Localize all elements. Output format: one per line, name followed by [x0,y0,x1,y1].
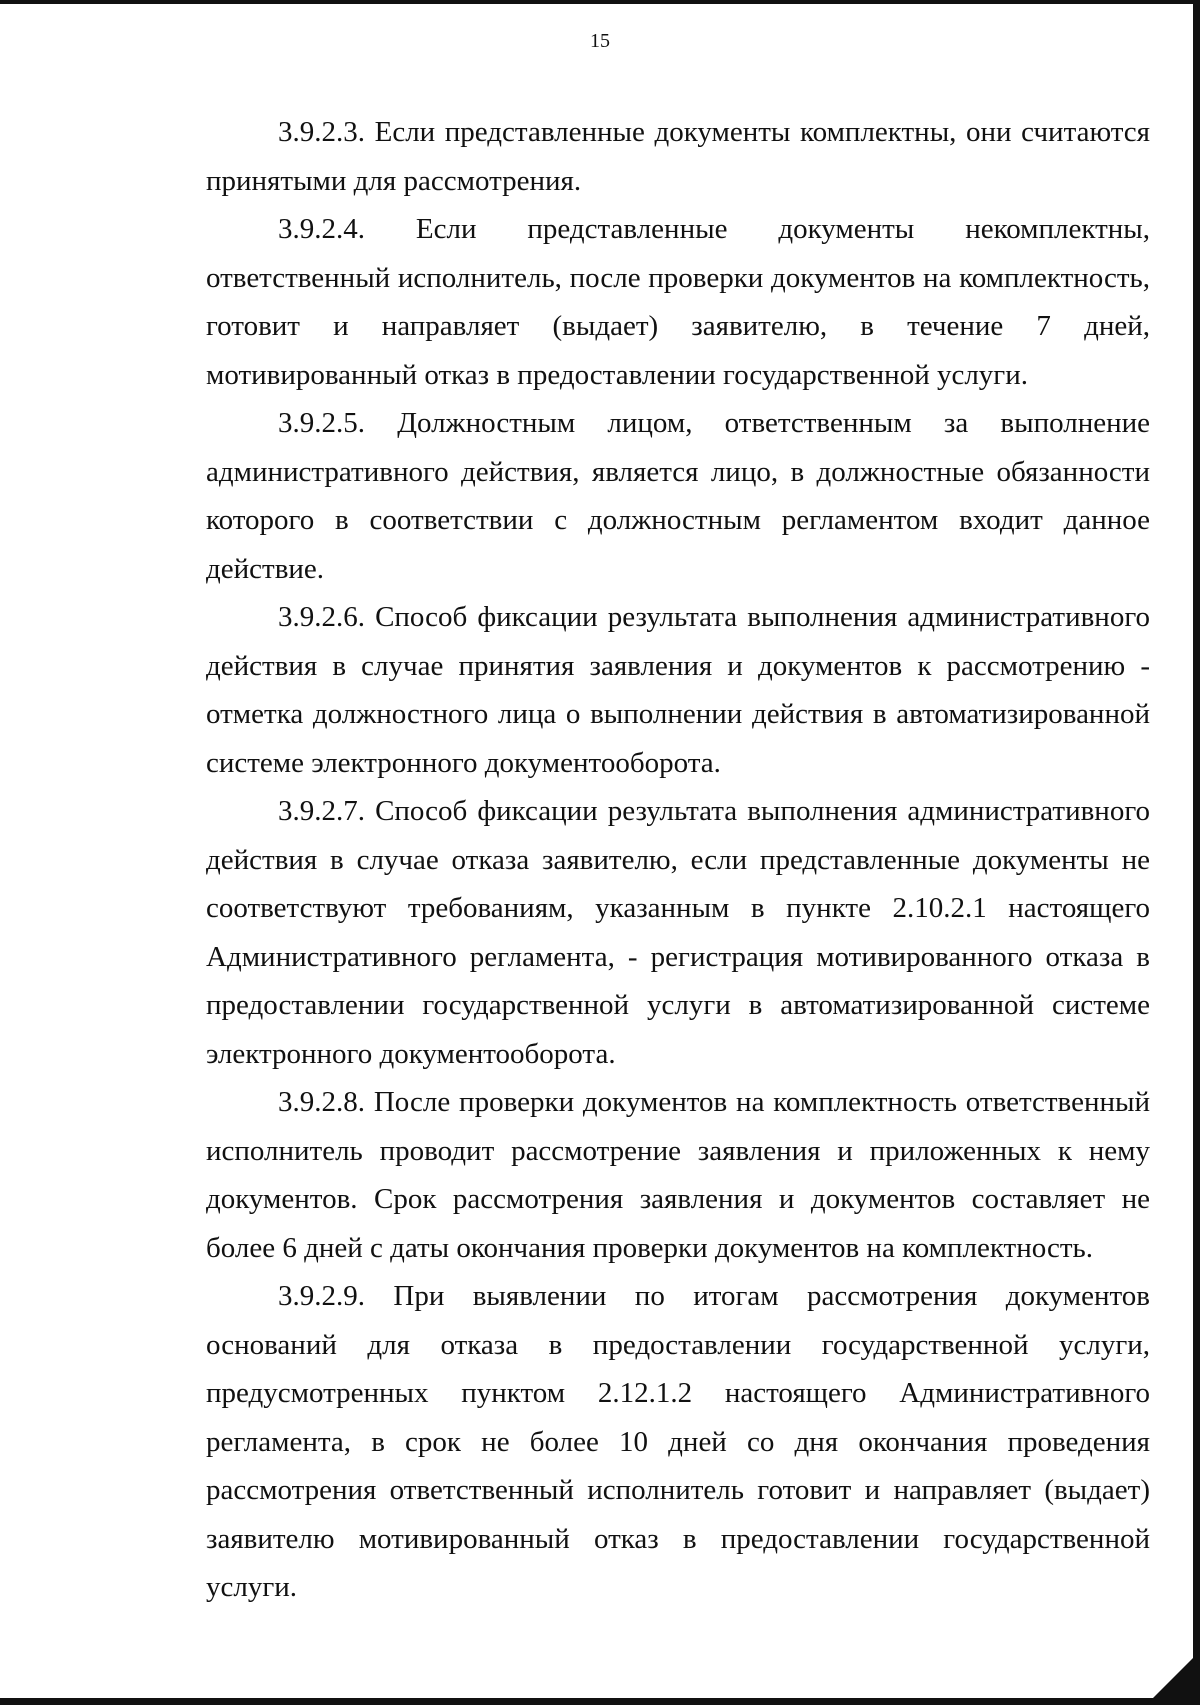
paragraph-3-9-2-4: 3.9.2.4. Если представленные документы некомплектны, ответственный исполнитель, после проверки документов на комплектность, готовит и направляет (выдает) заявителю, в течение 7 дней, мотивированный отказ в предоставлении государственной услуги. [206,213,1150,391]
paragraph-3-9-2-5: 3.9.2.5. Должностным лицом, ответственным за выполнение административного действия, является лицо, в должностные обязанности которого в соответствии с должностным регламентом входит данное действие. [206,407,1150,585]
page-number: 15 [590,30,610,52]
scan-top-border [0,0,1200,4]
paragraph-3-9-2-9: 3.9.2.9. При выявлении по итогам рассмотрения документов оснований для отказа в предоставлении государственной услуги, предусмотренных пунктом 2.12.1.2 настоящего Административного регламента, в срок не более 10 дней со дня окончания проведения рассмотрения ответственный исполнитель готовит и направляет (выдает) заявителю мотивированный отказ в предоставлении государственной услуги. [206,1280,1150,1603]
folded-corner [1146,1651,1200,1705]
scan-bottom-border [0,1698,1200,1705]
paragraph-3-9-2-6: 3.9.2.6. Способ фиксации результата выполнения административного действия в случае принятия заявления и документов к рассмотрению - отметка должностного лица о выполнении действия в автоматизированной системе электронного документооборота. [206,601,1150,779]
paragraph-3-9-2-3: 3.9.2.3. Если представленные документы комплектны, они считаются принятыми для рассмотрения. [206,116,1150,197]
document-body [206,108,1150,1612]
paragraph-3-9-2-7: 3.9.2.7. Способ фиксации результата выполнения административного действия в случае отказа заявителю, если представленные документы не соответствуют требованиям, указанным в пункте 2.10.2.1 настоящего Административного регламента, - регистрация мотивированного отказа в предоставлении государственной услуги в автоматизированной системе электронного документооборота. [206,795,1150,1070]
scan-right-border [1193,0,1200,1705]
paragraph-3-9-2-8: 3.9.2.8. После проверки документов на комплектность ответственный исполнитель проводит рассмотрение заявления и приложенных к нему документов. Срок рассмотрения заявления и документов составляет не более 6 дней с даты окончания проверки документов на комплектность. [206,1086,1150,1264]
